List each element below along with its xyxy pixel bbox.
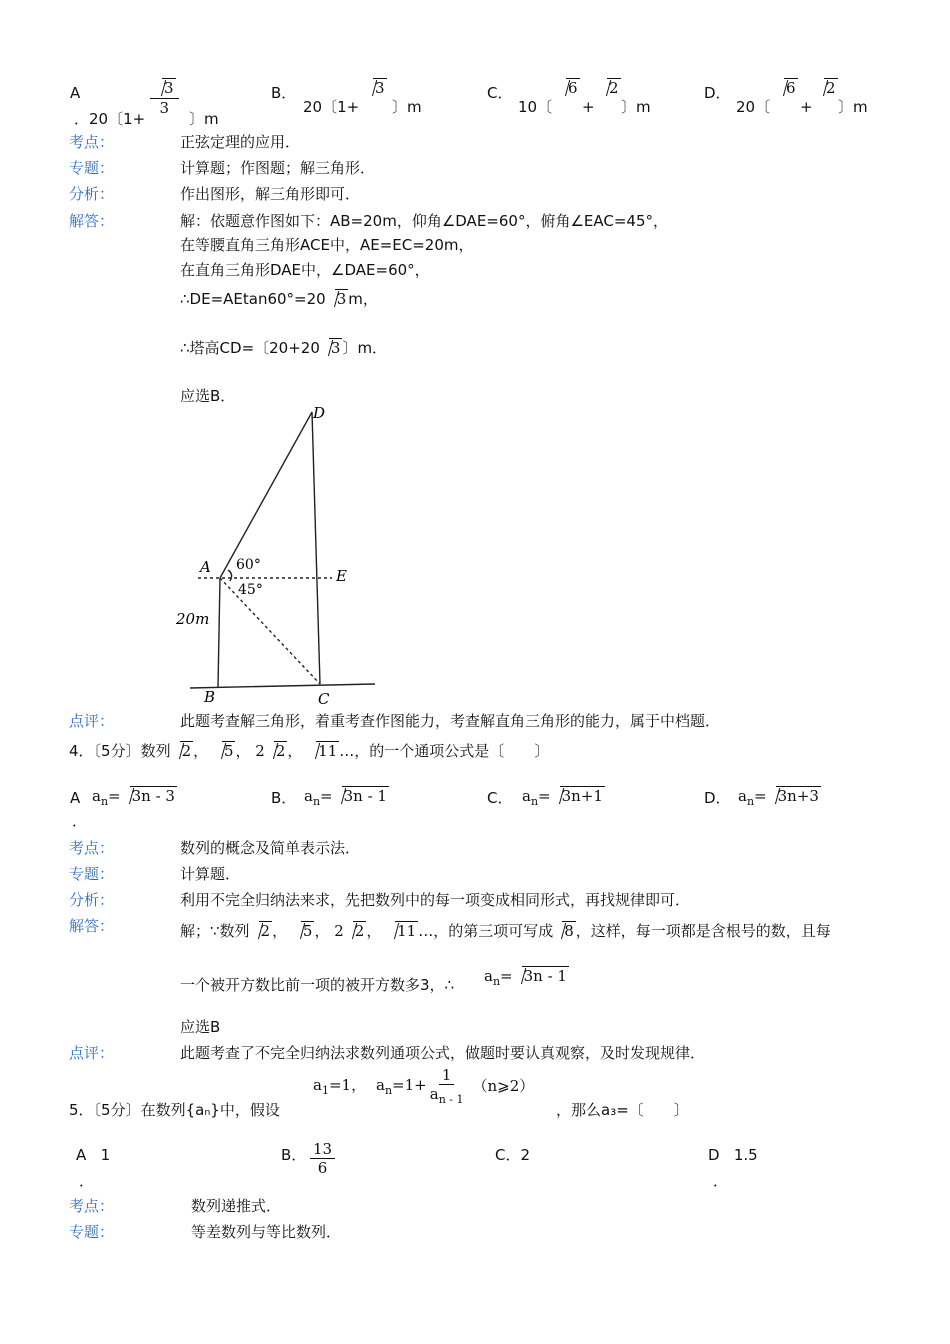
q4-option-a-letter: A <box>70 789 81 807</box>
q3-option-a-den: 3 <box>159 98 170 117</box>
q3-option-c-prefix: 10〔 <box>518 98 553 116</box>
q4-jieda-label: 解答： <box>69 917 115 935</box>
q3-option-d-plus: + <box>800 98 813 116</box>
q3-option-d-letter: D． <box>704 84 731 102</box>
q4-fenxi-label: 分析： <box>69 891 115 909</box>
q3-answer: 应选B． <box>180 387 236 405</box>
q4-jieda-line1: 解；∵数列 2 ， 5 ， 2 2 ， 11 …，的第三项可写成 8 ，这样，每一项都是含根号的数，且每 <box>180 922 831 940</box>
q3-option-c-plus: + <box>582 98 595 116</box>
q4-option-b-formula: $a_n= 3n - 1$ <box>304 787 387 808</box>
q3-option-d-prefix: 20〔 <box>736 98 771 116</box>
q4-dianping: 此题考查了不完全归纳法求数列通项公式，做题时要认真观察，及时发现规律． <box>180 1044 706 1062</box>
q5-option-a: A 1 <box>76 1146 111 1164</box>
q5-option-b-letter: B． <box>281 1146 307 1164</box>
q5-option-d: D 1.5 <box>708 1146 758 1164</box>
q3-dianping-label: 点评： <box>69 712 115 730</box>
line-dc <box>312 412 320 684</box>
label-b: B <box>204 688 216 706</box>
q3-option-d-sqrt1: 6 <box>775 78 798 98</box>
q3-option-a-letter: A <box>70 84 81 102</box>
q4-option-c-formula: $a_n= 3n+1$ <box>522 787 603 808</box>
q3-jieda-line2: 在等腰直角三角形ACE中，AE=EC=20m， <box>180 236 474 254</box>
q4-option-a-formula: $a_n= 3n - 3$ <box>92 787 175 808</box>
q3-zhuanti: 计算题；作图题；解三角形． <box>180 159 376 177</box>
q3-option-d-suffix: 〕m <box>838 98 868 116</box>
q3-option-a-num: 3 <box>164 79 174 97</box>
angle-arc <box>228 570 232 581</box>
line-ac <box>220 578 320 684</box>
q5-kaodian-label: 考点： <box>69 1197 115 1215</box>
q3-option-a-prefix: ．20〔1+ <box>74 110 146 128</box>
line-ab <box>218 578 220 687</box>
q3-option-a-fraction <box>150 78 179 117</box>
q4-zhuanti-label: 专题： <box>69 865 115 883</box>
q3-option-b-suffix: 〕m <box>392 98 422 116</box>
q3-option-a-suffix: 〕m <box>189 110 219 128</box>
label-e: E <box>336 567 347 585</box>
q4-option-d-formula: $a_n= 3n+3$ <box>738 787 819 808</box>
q3-jieda-line1: 解：依题意作图如下：AB=20m，仰角∠DAE=60°，俯角∠EAC=45°， <box>180 212 668 230</box>
q3-fenxi: 作出图形，解三角形即可． <box>180 185 361 203</box>
q5-condition-an: $a_n=1+$ $\frac{1}{a_{n - 1}}$ （n⩾2） <box>376 1066 535 1106</box>
q3-jieda-line3: 在直角三角形DAE中，∠DAE=60°， <box>180 261 430 279</box>
q4-jieda-formula: $a_n= 3n - 1$ <box>484 967 567 988</box>
q4-stem: 4．〔5分〕数列 2 ， 5 ， 2 2 ， 11 …，的一个通项公式是〔 〕 <box>69 742 550 760</box>
tower-figure <box>170 400 390 715</box>
q3-kaodian-label: 考点： <box>69 133 115 151</box>
q4-kaodian-label: 考点： <box>69 839 115 857</box>
q5-option-d-dot: ． <box>713 1172 729 1190</box>
q5-stem-post: ，那么a₃=〔 〕 <box>556 1101 689 1119</box>
q4-kaodian: 数列的概念及简单表示法． <box>180 839 361 857</box>
q4-option-d-letter: D． <box>704 789 731 807</box>
label-c: C <box>318 690 330 708</box>
q5-condition-a1: $a_1=1$， <box>313 1076 367 1097</box>
q4-dianping-label: 点评： <box>69 1044 115 1062</box>
q4-option-b-letter: B． <box>271 789 297 807</box>
q3-option-c-sqrt1: 6 <box>557 78 580 98</box>
q5-zhuanti: 等差数列与等比数列． <box>191 1223 342 1241</box>
q3-option-b-prefix: 20〔1+ <box>303 98 360 116</box>
q3-kaodian: 正弦定理的应用． <box>180 133 301 151</box>
q5-zhuanti-label: 专题： <box>69 1223 115 1241</box>
q5-option-c: C．2 <box>495 1146 531 1164</box>
q5-kaodian: 数列递推式． <box>191 1197 282 1215</box>
q3-option-c-letter: C． <box>487 84 513 102</box>
q3-option-c-suffix: 〕m <box>621 98 651 116</box>
angle-45: 45° <box>238 582 263 598</box>
q3-dianping: 此题考查解三角形，着重考查作图能力，考查解直角三角形的能力，属于中档题． <box>180 712 721 730</box>
q3-jieda-line4: ∴DE=AEtan60°=20 3 m， <box>180 290 378 308</box>
q3-jieda-line5: ∴塔高CD=〔20+20 3 〕m． <box>180 339 388 357</box>
q4-option-a-dot: ． <box>72 812 88 830</box>
height-label: 20m <box>176 610 210 628</box>
label-a: A <box>200 558 211 576</box>
q4-jieda-line2: 一个被开方数比前一项的被开方数多3，∴ <box>180 976 455 994</box>
q4-zhuanti: 计算题． <box>180 865 241 883</box>
q5-option-a-dot: ． <box>79 1172 95 1190</box>
q3-zhuanti-label: 专题： <box>69 159 115 177</box>
q3-option-b-letter: B． <box>271 84 297 102</box>
q3-option-d-sqrt2: 2 <box>815 78 838 98</box>
label-d: D <box>313 404 326 422</box>
q5-stem-pre: 5．〔5分〕在数列{aₙ}中，假设 <box>69 1101 280 1119</box>
q4-answer: 应选B <box>180 1018 221 1036</box>
q4-option-c-letter: C． <box>487 789 513 807</box>
q4-fenxi: 利用不完全归纳法来求，先把数列中的每一项变成相同形式，再找规律即可． <box>180 891 691 909</box>
q3-option-c-sqrt2: 2 <box>598 78 621 98</box>
q5-option-b-fraction: $\frac{13}{6}$ <box>310 1140 335 1177</box>
angle-60: 60° <box>236 557 261 573</box>
line-ad <box>220 412 312 578</box>
q3-fenxi-label: 分析： <box>69 185 115 203</box>
q3-jieda-label: 解答： <box>69 212 115 230</box>
q3-option-b-sqrt: 3 <box>364 78 387 98</box>
